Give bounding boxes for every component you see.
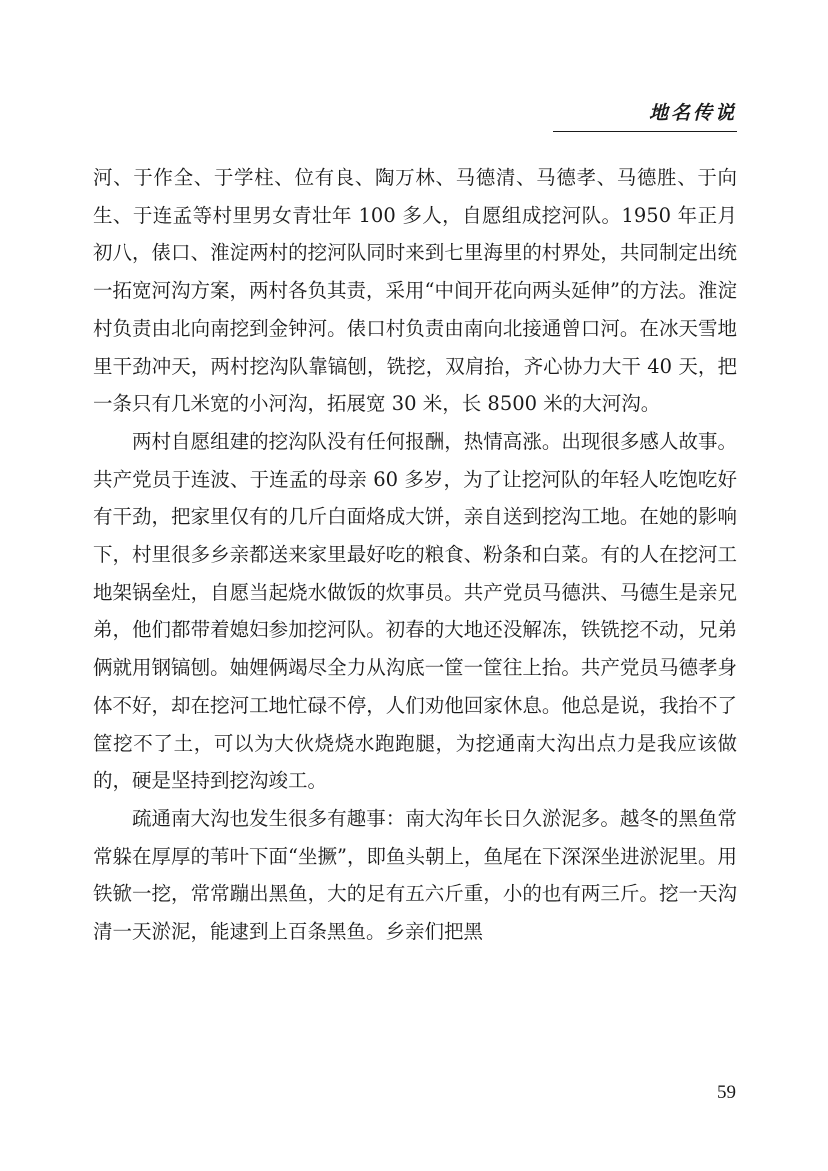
running-header	[553, 96, 737, 132]
header-rule	[553, 131, 737, 132]
paragraph-3: 疏通南大沟也发生很多有趣事：南大沟年长日久淤泥多。越冬的黑鱼常常躲在厚厚的苇叶下面“坐撅”，即鱼头朝上，鱼尾在下深深坐进淤泥里。用铁锨一挖，常常蹦出黑鱼，大的足有五六斤重，小的也有两三斤。挖一天沟清一天淤泥，能逮到上百条黑鱼。乡亲们把黑	[93, 806, 737, 944]
paragraph-2: 两村自愿组建的挖沟队没有任何报酬，热情高涨。出现很多感人故事。共产党员于连波、于连孟的母亲 60 多岁，为了让挖河队的年轻人吃饱吃好有干劲，把家里仅有的几斤白面烙成大饼，亲自送到挖沟工地。在她的影响下，村里很多乡亲都送来家里最好吃的粮食、粉条和白菜。有的人在挖河工地架锅垒灶，自愿当起烧水做饭的炊事员。共产党员马德洪、马德生是亲兄弟，他们都带着媳妇参加挖河队。初春的大地还没解冻，铁铣挖不动，兄弟俩就用钢镐刨。妯娌俩竭尽全力从沟底一筐一筐往上抬。共产党员马德孝身体不好，却在挖河工地忙碌不停，人们劝他回家休息。他总是说，我抬不了筐挖不了土，可以为大伙烧烧水跑跑腿，为挖通南大沟出点力是我应该做的，硬是坚持到挖沟竣工。	[93, 429, 737, 793]
paragraph-1: 河、于作全、于学柱、位有良、陶万林、马德清、马德孝、马德胜、于向生、于连孟等村里男女青壮年 100 多人，自愿组成挖河队。1950 年正月初八，俵口、淮淀两村的挖河队同时来到七里海里的村界处，共同制定出统一拓宽河沟方案，两村各负其责，采用“中间开花向两头延伸”的方法。淮淀村负责由北向南挖到金钟河。俵口村负责由南向北接通曾口河。在冰天雪地里干劲冲天，两村挖沟队靠镐刨，铣挖，双肩抬，齐心协力大干 40 天，把一条只有几米宽的小河沟，拓展宽 30 米，长 8500 米的大河沟。	[93, 166, 737, 416]
body-text	[93, 159, 737, 951]
page-number: 59	[717, 1082, 736, 1103]
running-header-title: 地名传说	[648, 102, 737, 124]
